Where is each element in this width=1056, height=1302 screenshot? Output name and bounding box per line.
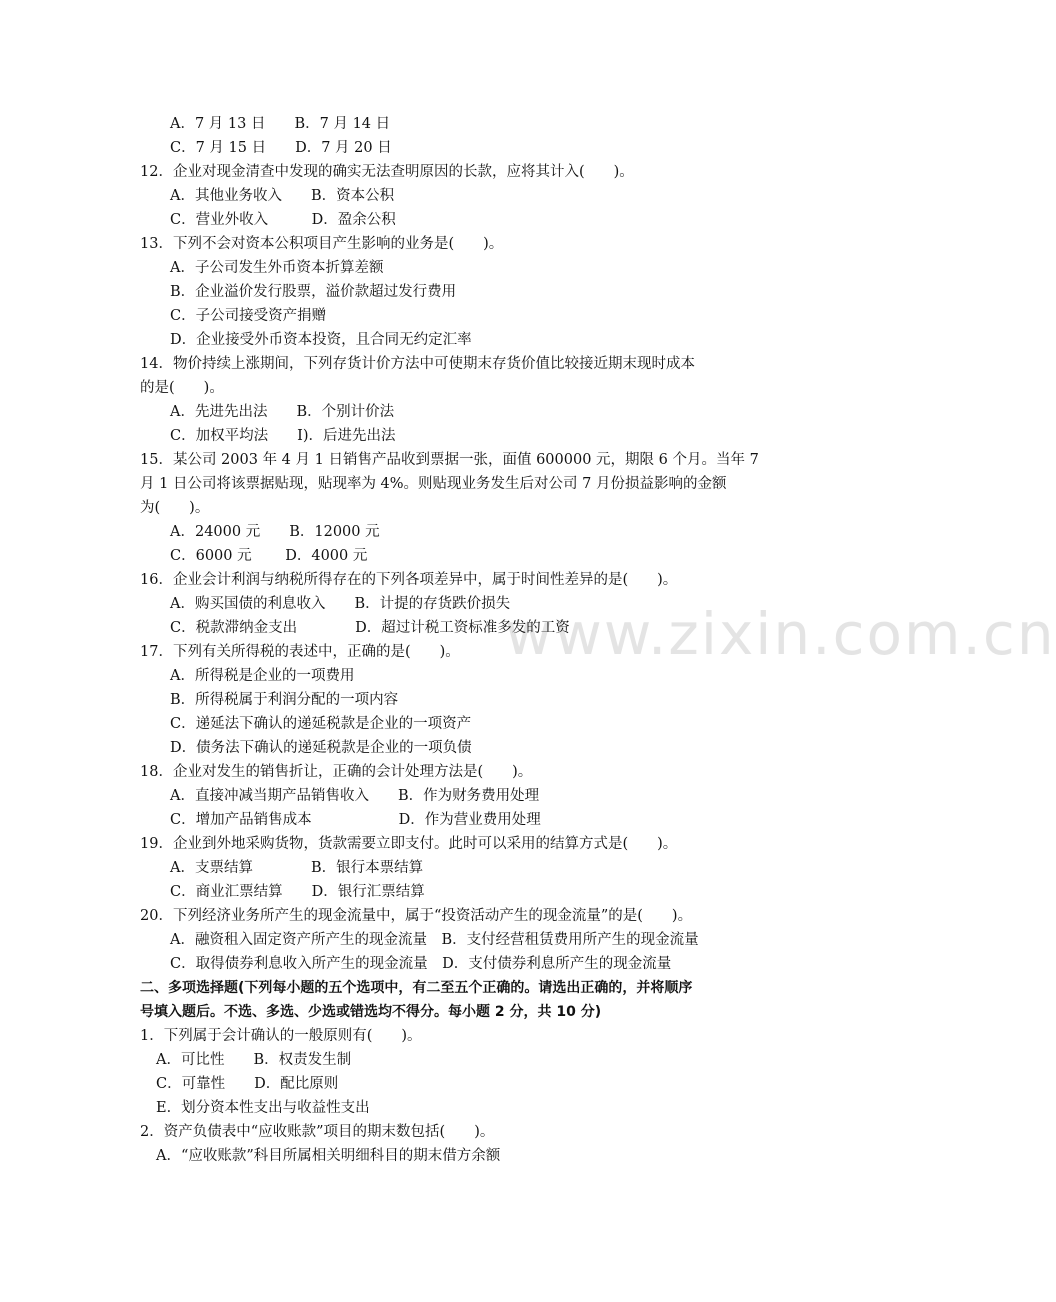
q14-options-cd: C．加权平均法 I)．后进先出法: [170, 428, 396, 444]
mq2-option-a: A．“应收账款”科目所属相关明细科目的期末借方余额: [156, 1148, 501, 1164]
mq1-options-ab: A．可比性 B．权责发生制: [156, 1052, 352, 1068]
q19-stem: 19．企业到外地采购货物，货款需要立即支付。此时可以采用的结算方式是( )。: [140, 836, 678, 852]
q17-option-d: D．债务法下确认的递延税款是企业的一项负债: [170, 740, 472, 756]
q13-option-c: C．子公司接受资产捐赠: [170, 308, 327, 324]
watermark: www.zixin.com.cn: [505, 600, 1056, 668]
q12-options-cd: C．营业外收入 D．盈余公积: [170, 212, 396, 228]
q14-options-ab: A．先进先出法 B．个别计价法: [170, 404, 395, 420]
q17-option-a: A．所得税是企业的一项费用: [170, 668, 355, 684]
mq1-option-e: E．划分资本性支出与收益性支出: [156, 1100, 370, 1116]
q18-options-cd: C．增加产品销售成本 D．作为营业费用处理: [170, 812, 541, 828]
q16-options-ab: A．购买国债的利息收入 B．计提的存货跌价损失: [170, 596, 511, 612]
q14-stem-line2: 的是( )。: [140, 380, 224, 396]
q20-stem: 20．下列经济业务所产生的现金流量中，属于“投资活动产生的现金流量”的是( )。: [140, 908, 693, 924]
q18-stem: 18．企业对发生的销售折让，正确的会计处理方法是( )。: [140, 764, 533, 780]
q12-options-ab: A．其他业务收入 B．资本公积: [170, 188, 395, 204]
q17-option-c: C．递延法下确认的递延税款是企业的一项资产: [170, 716, 472, 732]
q15-stem-line3: 为( )。: [140, 500, 210, 516]
q15-stem-line1: 15．某公司 2003 年 4 月 1 日销售产品收到票据一张，面值 600000 元，期限 6 个月。当年 7: [140, 452, 759, 468]
q18-options-ab: A．直接冲减当期产品销售收入 B．作为财务费用处理: [170, 788, 540, 804]
q11-options-ab: A．7 月 13 日 B．7 月 14 日: [170, 116, 391, 132]
mq1-stem: 1．下列属于会计确认的一般原则有( )。: [140, 1028, 422, 1044]
q13-option-a: A．子公司发生外币资本折算差额: [170, 260, 384, 276]
mq2-stem: 2．资产负债表中“应收账款”项目的期末数包括( )。: [140, 1124, 495, 1140]
q13-stem: 13．下列不会对资本公积项目产生影响的业务是( )。: [140, 236, 504, 252]
q19-options-cd: C．商业汇票结算 D．银行汇票结算: [170, 884, 425, 900]
q17-option-b: B．所得税属于利润分配的一项内容: [170, 692, 399, 708]
q13-option-d: D．企业接受外币资本投资，且合同无约定汇率: [170, 332, 472, 348]
q20-options-ab: A．融资租入固定资产所产生的现金流量 B．支付经营租赁费用所产生的现金流量: [170, 932, 699, 948]
section2-heading-line2: 号填入题后。不选、多选、少选或错选均不得分。每小题 2 分，共 10 分): [140, 1004, 602, 1020]
q19-options-ab: A．支票结算 B．银行本票结算: [170, 860, 424, 876]
q15-options-cd: C．6000 元 D．4000 元: [170, 548, 368, 564]
q20-options-cd: C．取得债券利息收入所产生的现金流量 D．支付债券利息所产生的现金流量: [170, 956, 672, 972]
q15-options-ab: A．24000 元 B．12000 元: [170, 524, 380, 540]
q12-stem: 12．企业对现金清查中发现的确实无法查明原因的长款，应将其计入( )。: [140, 164, 634, 180]
q17-stem: 17．下列有关所得税的表述中，正确的是( )。: [140, 644, 460, 660]
mq1-options-cd: C．可靠性 D．配比原则: [156, 1076, 339, 1092]
section2-heading-line1: 二、多项选择题(下列每小题的五个选项中，有二至五个正确的。请选出正确的，并将顺序: [140, 980, 693, 996]
q16-options-cd: C．税款滞纳金支出 D．超过计税工资标准多发的工资: [170, 620, 570, 636]
q15-stem-line2: 月 1 日公司将该票据贴现，贴现率为 4%。则贴现业务发生后对公司 7 月份损益影响的金额: [140, 476, 727, 492]
q14-stem-line1: 14．物价持续上涨期间，下列存货计价方法中可使期末存货价值比较接近期末现时成本: [140, 356, 695, 372]
q11-options-cd: C．7 月 15 日 D．7 月 20 日: [170, 140, 392, 156]
q13-option-b: B．企业溢价发行股票，溢价款超过发行费用: [170, 284, 457, 300]
q16-stem: 16．企业会计利润与纳税所得存在的下列各项差异中，属于时间性差异的是( )。: [140, 572, 678, 588]
